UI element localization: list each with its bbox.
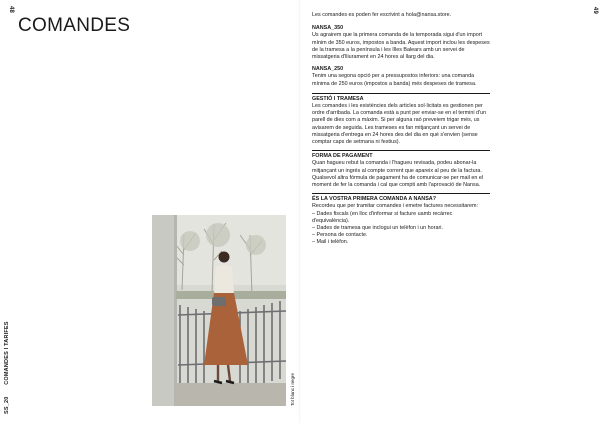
offer-text: Us agrairem que la primera comanda de la temporada sigui d'un import mínim de 350 euros, impostos a banda. Aquest import inclou les despeses de la tramesa a la península i les Illes Balears amb un servei de missatgeria d'lliurament en 24 hores al llarg del dia. — [312, 32, 490, 61]
section-first-order — [312, 193, 490, 246]
list-item: – Dades de tramesa que inclogui un telèfon i un horari. — [312, 225, 443, 232]
list-item: – Persona de contacte. — [312, 232, 368, 239]
page-gutter — [299, 0, 301, 423]
list-item: – Mail i telèfon. — [312, 239, 349, 246]
section-paragraph: Quan hagueu rebut la comanda i l'hagueu revisada, podeu abonar-la mitjançant un ingrés al compte corrent que apareix al peu de la factura. Qualsevol altra fórmula de pagament ha de comunicar-se per mail en el moment de fer la comanda i cal que compti amb l'aprovació de Nansa. — [312, 160, 484, 189]
offer-block — [312, 66, 490, 88]
section-heading: ÉS LA VOSTRA PRIMERA COMANDA A NANSA? — [312, 196, 436, 203]
right-page-number: 49 — [592, 6, 598, 14]
section-payment — [312, 150, 490, 189]
section-paragraph: Recordeu que per tramitar comandes i emetre factures necessitarem: — [312, 203, 478, 210]
photo-illustration — [152, 215, 286, 406]
side-running-label — [4, 311, 10, 414]
section-paragraph: Les comandes i les existències dels articles sol·licitats es gestionen per ordre d'arribada. La comanda està a punt per enviar-se en el termini d'un parell de dies com a màxim. Si per alguna raó preveiem trigar més, us avisarem de seguida. Les trameses es fan mitjançant un servei de missatgeria d'entrega en 24 hores des del dia en què s'envien (sense comptar caps de setmana ni festius). — [312, 103, 487, 146]
section-heading: FORMA DE PAGAMENT — [312, 153, 373, 160]
requirements-list — [312, 211, 490, 247]
photo-credit: Tot blanc i negre — [290, 372, 295, 406]
offer-block — [312, 25, 490, 61]
page-title: COMANDES — [18, 15, 131, 36]
list-item: – Dades fiscals (en lloc d'informar si facture uamb recàrrec d'equivalència). — [312, 210, 453, 224]
offer-heading: NANSA_250 — [312, 66, 344, 73]
left-page-number: 48 — [8, 6, 14, 14]
offer-text: Tenim una segona opció per a pressupostos inferiors: una comanda mínima de 250 euros (impostos a banda) més despeses de tramesa. — [312, 73, 477, 87]
section-shipping — [312, 93, 490, 146]
intro-text: Les comandes es poden fer escrivint a hola@nansa.store. — [312, 12, 452, 18]
season-label: SS_20 — [4, 396, 10, 414]
section-heading: GESTIÓ I TRAMESA — [312, 95, 364, 102]
order-info-column — [312, 12, 490, 247]
model-photo — [152, 215, 286, 406]
section-label: COMANDES I TARIFES — [4, 321, 10, 385]
offer-heading: NANSA_350 — [312, 25, 344, 32]
